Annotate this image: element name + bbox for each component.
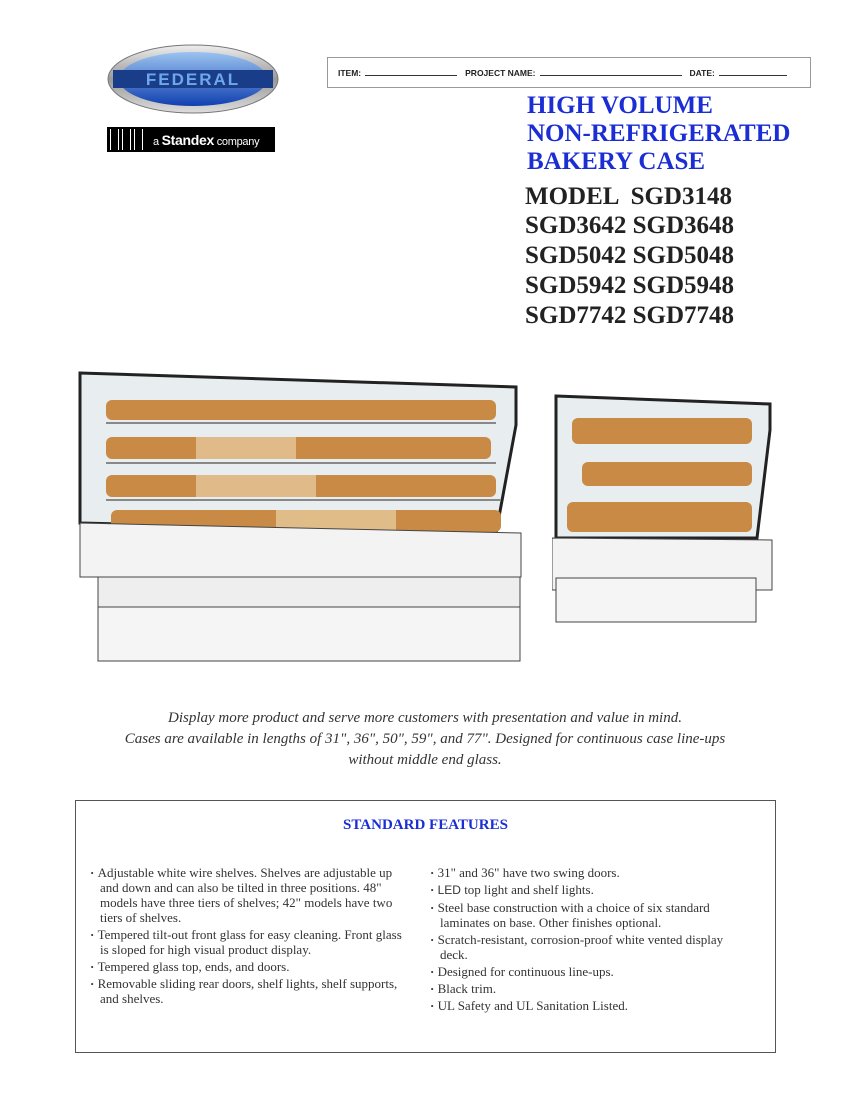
project-field[interactable] xyxy=(540,75,682,76)
model-line: SGD5042 SGD5048 xyxy=(525,242,735,269)
title-line: NON-REFRIGERATED xyxy=(527,120,791,147)
tagline xyxy=(60,708,790,771)
feature-item: · 31" and 36" have two swing doors. xyxy=(430,865,750,880)
item-label: ITEM: xyxy=(338,67,362,78)
tagline-line: without middle end glass. xyxy=(348,752,502,768)
feature-item: · Black trim. xyxy=(430,981,750,996)
standex-prefix: a xyxy=(153,135,159,148)
feature-item: · UL Safety and UL Sanitation Listed. xyxy=(430,998,750,1013)
standex-suffix: company xyxy=(216,135,260,148)
led-label: LED xyxy=(437,883,461,897)
standex-badge xyxy=(107,127,275,152)
feature-item xyxy=(430,882,750,898)
standex-name: Standex xyxy=(161,131,214,148)
date-label: DATE: xyxy=(689,67,715,78)
date-field[interactable] xyxy=(719,75,787,76)
small-bakery-case-image xyxy=(552,390,776,624)
item-field[interactable] xyxy=(365,75,457,76)
project-form xyxy=(327,57,811,88)
features-right-list xyxy=(430,865,750,1015)
model-line: SGD7742 SGD7748 xyxy=(525,302,735,329)
feature-item: · Tempered tilt-out front glass for easy cleaning. Front glass is sloped for high visual product display. xyxy=(90,927,410,957)
feature-text: top light and shelf lights. xyxy=(464,882,594,897)
model-line: MODEL SGD3148 xyxy=(525,183,732,210)
tagline-line: Display more product and serve more customers with presentation and value in mind. xyxy=(168,710,682,726)
project-label: PROJECT NAME: xyxy=(465,67,536,78)
feature-item: · Removable sliding rear doors, shelf lights, shelf supports, and shelves. xyxy=(90,976,410,1006)
feature-item: · Scratch-resistant, corrosion-proof white vented display deck. xyxy=(430,932,750,962)
title-line: HIGH VOLUME xyxy=(527,92,713,119)
features-left-list xyxy=(90,865,410,1008)
standard-features-box xyxy=(75,800,776,1053)
large-bakery-case-image xyxy=(76,365,528,665)
model-line: SGD3642 SGD3648 xyxy=(525,212,735,239)
feature-item: · Steel base construction with a choice of six standard laminates on base. Other finishes optional. xyxy=(430,900,750,930)
title-line: BAKERY CASE xyxy=(527,148,706,175)
federal-logo xyxy=(107,44,279,114)
features-heading: STANDARD FEATURES xyxy=(343,817,508,833)
svg-text:FEDERAL: FEDERAL xyxy=(145,70,241,89)
model-line: SGD5942 SGD5948 xyxy=(525,272,735,299)
feature-item: · Tempered glass top, ends, and doors. xyxy=(90,959,410,974)
feature-item: · Adjustable white wire shelves. Shelves are adjustable up and down and can also be tilted in three positions. 48" models have three tiers of shelves; 42" models have two tiers of shelves. xyxy=(90,865,410,925)
feature-item: · Designed for continuous line-ups. xyxy=(430,964,750,979)
tagline-line: Cases are available in lengths of 31", 36", 50", 59", and 77". Designed for continuous case line-ups xyxy=(124,731,726,747)
